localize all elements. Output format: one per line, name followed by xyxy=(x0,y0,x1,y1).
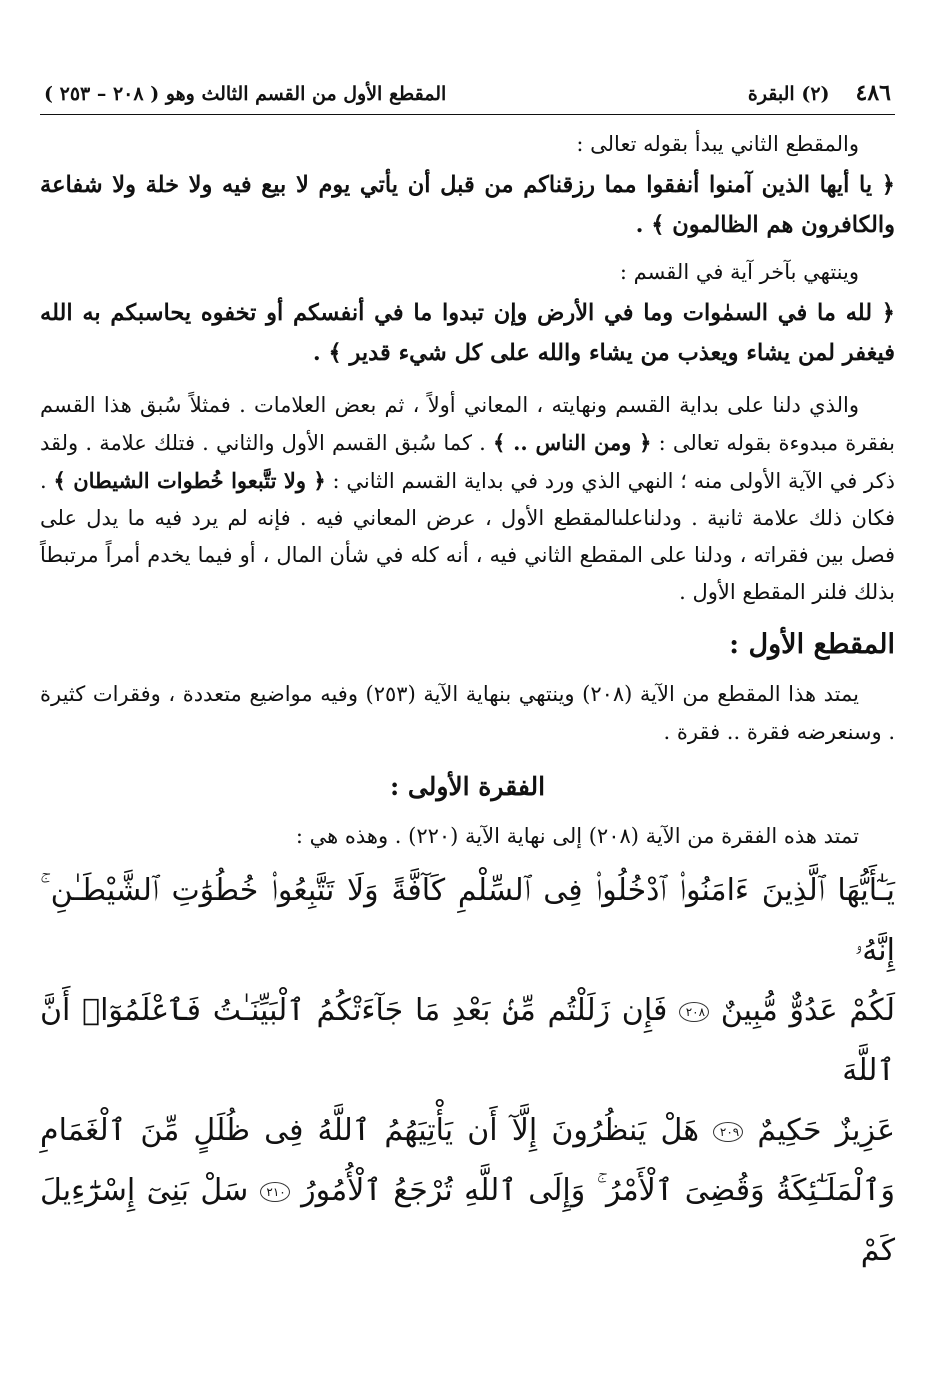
verse-second: ﴿ لله ما في السمٰوات وما في الأرض وإن تبدوا ما في أنفسكم أو تخفوه يحاسبكم به الله فيغفر لمن يشاء ويعذب من يشاء والله على كل شيء قدير ﴾ . xyxy=(40,300,895,366)
discussion-paragraph xyxy=(40,387,895,611)
section-description: يمتد هذا المقطع من الآية (٢٠٨) وينتهي بنهاية الآية (٢٥٣) وفيه مواضيع متعددة ، وفقرات كثيرة . وسنعرضه فقرة .. فقرة . xyxy=(40,682,895,744)
discussion-part-1: والذي دلنا على بداية القسم ونهايته ، المعاني أولاً ، ثم بعض العلامات . فمثلاً سُبق هذا القسم بفقرة مبدوءة بقوله تعالى : xyxy=(40,393,895,455)
book-page xyxy=(40,80,895,1281)
ayah-marker: ٢٠٨ xyxy=(679,1002,709,1022)
quran-line: لَكُمْ عَدُوٌّ مُّبِينٌ ٢٠٨ فَإِن زَلَلْتُم مِّنۢ بَعْدِ مَا جَآءَتْكُمُ ٱلْبَيِّنَـٰتُ فَٱعْلَمُوٓا۟ أَنَّ ٱللَّهَ xyxy=(40,993,895,1088)
discussion-part-2: . كما سُبق القسم الأول والثاني . فتلك علامة . ولقد ذكر في الآية الأولى منه ؛ النهي الذي ورد في بداية القسم الثاني : xyxy=(40,431,895,493)
quran-line: يَـٰٓأَيُّهَا ٱلَّذِينَ ءَامَنُوا۟ ٱدْخُلُوا۟ فِى ٱلسِّلْمِ كَآفَّةً وَلَا تَتَّبِعُوا۟ خُطُوَٰتِ ٱلشَّيْطَـٰنِ ۚ إِنَّهُۥ xyxy=(40,873,895,968)
section-heading: المقطع الأول : xyxy=(729,629,895,660)
paragraph-heading: الفقرة الأولى : xyxy=(389,772,546,801)
paragraph-description: تمتد هذه الفقرة من الآية (٢٠٨) إلى نهاية الآية (٢٢٠) . وهذه هي : xyxy=(295,824,859,848)
page-number: ٤٨٦ xyxy=(855,80,891,106)
quran-text xyxy=(40,861,895,1281)
quote-wa-min-an-nas: ﴿ ومن الناس .. ﴾ xyxy=(492,430,652,455)
quran-line: عَزِيزٌ حَكِيمٌ ٢٠٩ هَلْ يَنظُرُونَ إِلَّآ أَن يَأْتِيَهُمُ ٱللَّهُ فِى ظُلَلٍ مِّنَ ٱلْغَمَامِ xyxy=(40,1113,895,1148)
body-text xyxy=(40,125,895,1281)
intro-last-verse: وينتهي بآخر آية في القسم : xyxy=(619,260,859,284)
running-head xyxy=(40,80,895,115)
intro-second-segment: والمقطع الثاني يبدأ بقوله تعالى : xyxy=(576,132,859,156)
verse-first: ﴿ يا أيها الذين آمنوا أنفقوا مما رزقناكم من قبل أن يأتي يوم لا بيع فيه ولا خلة ولا شفاعة والكافرون هم الظالمون ﴾ . xyxy=(40,172,895,238)
running-head-right xyxy=(748,80,891,106)
surah-name: (٢) البقرة xyxy=(747,83,830,105)
quran-line: وَٱلْمَلَـٰٓئِكَةُ وَقُضِىَ ٱلْأَمْرُ ۚ وَإِلَى ٱللَّهِ تُرْجَعُ ٱلْأُمُورُ ٢١٠ سَلْ بَنِىٓ إِسْرَٰٓءِيلَ كَمْ xyxy=(40,1173,895,1268)
quote-khutuwat: ﴿ ولا تتَّبعوا خُطوات الشيطان ﴾ xyxy=(53,468,326,493)
ayah-marker: ٢١٠ xyxy=(260,1182,290,1202)
ayah-marker: ٢٠٩ xyxy=(713,1122,743,1142)
section-title: المقطع الأول من القسم الثالث وهو ( ٢٠٨ – ٢٥٣ ) xyxy=(44,83,447,105)
discussion-part-3: . فكان ذلك علامة ثانية . ودلناعلىالمقطع الأول ، عرض المعاني فيه . فإنه لم يرد فيه ما يدل على فصل بين فقراته ، ودلنا على المقطع الثاني فيه ، أنه كله في شأن المال ، أو فيما يخدم أمراً مرتبطاً بذلك فلنر المقطع الأول . xyxy=(40,469,895,604)
